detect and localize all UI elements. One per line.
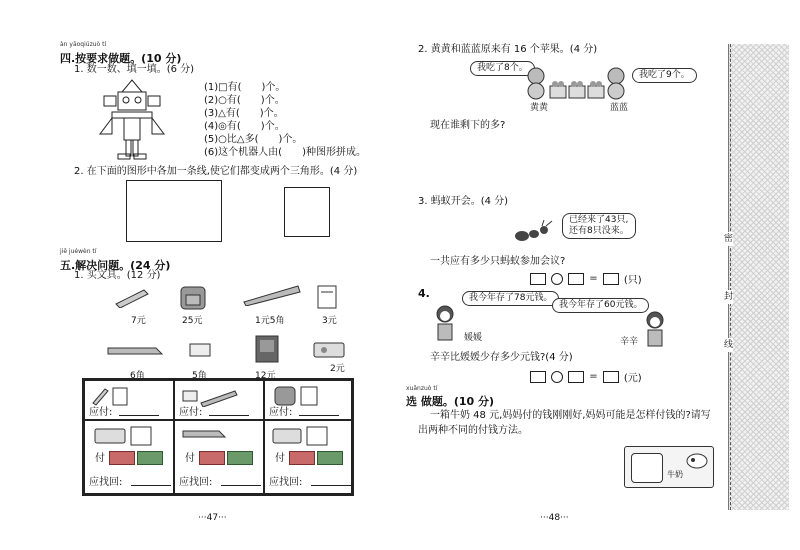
robot-figure — [96, 78, 168, 160]
page-number-right: ···48··· — [540, 513, 569, 523]
margin-char-3: 线 — [724, 340, 734, 350]
section5-title: 五.解决问题。(24 分) — [60, 259, 171, 272]
price-book: 12元 — [255, 371, 276, 381]
q1-line-3: (3)△有( )个。 — [204, 108, 284, 119]
q1-line-6: (6)这个机器人由( )种图形拼成。 — [204, 147, 366, 158]
q1-line-1: (1)□有( )个。 — [204, 82, 286, 93]
equals-sign: = — [589, 273, 598, 284]
margin-char-1: 密 — [724, 234, 734, 244]
pay-answer-field[interactable] — [209, 405, 249, 416]
ant-speech-bubble — [562, 213, 636, 239]
pay-label: 应付: — [269, 407, 293, 418]
q2-title: 2. 在下面的图形中各加一条线,使它们都变成两个三角形。(4 分) — [74, 166, 358, 177]
answer-box[interactable] — [603, 273, 619, 285]
section4-title: 四.按要求做题。(10 分) — [60, 52, 182, 65]
operator-circle[interactable] — [551, 371, 563, 383]
square-shape — [284, 187, 330, 237]
equals-sign: = — [589, 371, 598, 382]
girl-icon — [432, 304, 458, 344]
pay-label: 应付: — [179, 407, 203, 418]
pay-label: 应付: — [89, 407, 113, 418]
answer-box[interactable] — [568, 371, 584, 383]
cow-icon — [685, 451, 709, 469]
banknote-icon — [199, 451, 225, 465]
case-notebook-icon — [93, 425, 157, 447]
page-number-left: ···47··· — [198, 513, 227, 523]
ants-equation — [530, 268, 642, 287]
backpack-notebook-icon — [273, 383, 323, 407]
monkey-icon — [602, 66, 630, 100]
apples-title: 2. 黄黄和蓝蓝原来有 16 个苹果。(4 分) — [418, 44, 598, 55]
ants-unit: (只) — [623, 275, 642, 286]
change-label: 应找回: — [179, 477, 213, 488]
girl-icon — [642, 310, 668, 350]
change-answer-field[interactable] — [221, 475, 261, 486]
table-cell — [174, 420, 264, 494]
apple-baskets-icon — [548, 78, 606, 100]
purchase-table — [82, 378, 354, 496]
price-backpack: 25元 — [182, 316, 203, 326]
binding-margin — [728, 44, 789, 510]
backpack-icon — [178, 281, 208, 311]
knife-icon — [181, 425, 227, 443]
eraser-ruler-icon — [181, 385, 239, 407]
eraser-icon — [188, 340, 212, 360]
section4-pinyin: àn yāoqiúzuò tí — [60, 41, 107, 48]
name-yuanyuan: 媛媛 — [464, 333, 483, 343]
table-cell — [84, 380, 174, 420]
savings-question: 辛辛比媛媛少存多少元钱?(4 分) — [430, 352, 573, 363]
monkey-icon — [522, 66, 550, 100]
margin-char-2: 封 — [724, 292, 734, 302]
choose-line-1: 一箱牛奶 48 元,妈妈付的钱刚刚好,妈妈可能是怎样付钱的?请写 — [430, 410, 711, 421]
ants-question: 一共应有多少只蚂蚁参加会议? — [430, 256, 566, 267]
answer-box[interactable] — [568, 273, 584, 285]
q1-line-2: (2)○有( )个。 — [204, 95, 285, 106]
answer-box[interactable] — [530, 273, 546, 285]
speech-bubble-left: 我吃了8个。 — [470, 61, 535, 76]
price-eraser: 5角 — [192, 371, 207, 381]
table-cell — [264, 420, 352, 494]
ants-title: 3. 蚂蚁开会。(4 分) — [418, 196, 509, 207]
choose-pinyin: xuǎnzuò tí — [406, 385, 438, 392]
banknote-icon — [317, 451, 343, 465]
milk-box-label: 牛奶 — [667, 470, 683, 479]
pencil-case-icon — [312, 340, 346, 360]
apples-question: 现在谁剩下的多? — [430, 120, 506, 131]
pay-short-label: 付 — [275, 453, 285, 464]
name-xinxin: 辛辛 — [620, 337, 639, 347]
price-pencil-case: 2元 — [330, 364, 345, 374]
banknote-icon — [289, 451, 315, 465]
pen-notebook-icon — [91, 385, 131, 407]
price-ruler: 1元5角 — [255, 316, 285, 326]
stationery-title: 1. 买文具。(12 分) — [74, 270, 161, 281]
change-label: 应找回: — [269, 477, 303, 488]
pay-short-label: 付 — [185, 453, 195, 464]
answer-box[interactable] — [603, 371, 619, 383]
pay-answer-field[interactable] — [299, 405, 339, 416]
book-icon — [254, 334, 280, 364]
q4-number: 4. — [418, 287, 430, 300]
ant-bubble-line-2: 还有8只没来。 — [569, 226, 629, 236]
name-huanghuang: 黄黄 — [530, 103, 549, 113]
section5-pinyin: jiě juéwèn tí — [60, 248, 97, 255]
price-knife: 6角 — [130, 371, 145, 381]
price-notebook: 3元 — [322, 316, 337, 326]
operator-circle[interactable] — [551, 273, 563, 285]
speech-bubble-yuanyuan: 我今年存了78元钱。 — [462, 291, 559, 306]
banknote-icon — [109, 451, 135, 465]
pay-answer-field[interactable] — [119, 405, 159, 416]
price-pen: 7元 — [131, 316, 146, 326]
change-answer-field[interactable] — [311, 475, 351, 486]
q1-title: 1. 数一数、填一填。(6 分) — [74, 64, 195, 75]
speech-bubble-xinxin: 我今年存了60元钱。 — [552, 298, 649, 313]
case-notebook-icon — [271, 425, 333, 447]
milk-logo-icon — [631, 453, 663, 483]
q1-line-4: (4)◎有( )个。 — [204, 121, 285, 132]
savings-equation — [530, 366, 642, 385]
cut-line — [730, 44, 731, 510]
ruler-icon — [242, 284, 302, 306]
knife-icon — [106, 344, 164, 358]
table-cell — [174, 380, 264, 420]
table-cell — [264, 380, 352, 420]
banknote-icon — [137, 451, 163, 465]
change-answer-field[interactable] — [131, 475, 171, 486]
q1-line-5: (5)○比△多( )个。 — [204, 134, 303, 145]
table-cell — [84, 420, 174, 494]
speech-bubble-right: 我吃了9个。 — [632, 68, 697, 83]
choose-title: 选 做题。(10 分) — [406, 395, 495, 408]
pay-short-label: 付 — [95, 453, 105, 464]
banknote-icon — [227, 451, 253, 465]
notebook-icon — [316, 284, 338, 310]
pen-icon — [114, 286, 150, 308]
rectangle-shape — [126, 180, 222, 242]
milk-box-illustration — [624, 446, 714, 488]
savings-unit: (元) — [623, 373, 642, 384]
choose-line-2: 出两种不同的付钱方法。 — [418, 425, 528, 436]
name-lanlan: 蓝蓝 — [610, 103, 629, 113]
change-label: 应找回: — [89, 477, 123, 488]
ant-bubble-line-1: 已经来了43只, — [569, 215, 629, 225]
ant-icon — [512, 220, 560, 246]
answer-box[interactable] — [530, 371, 546, 383]
